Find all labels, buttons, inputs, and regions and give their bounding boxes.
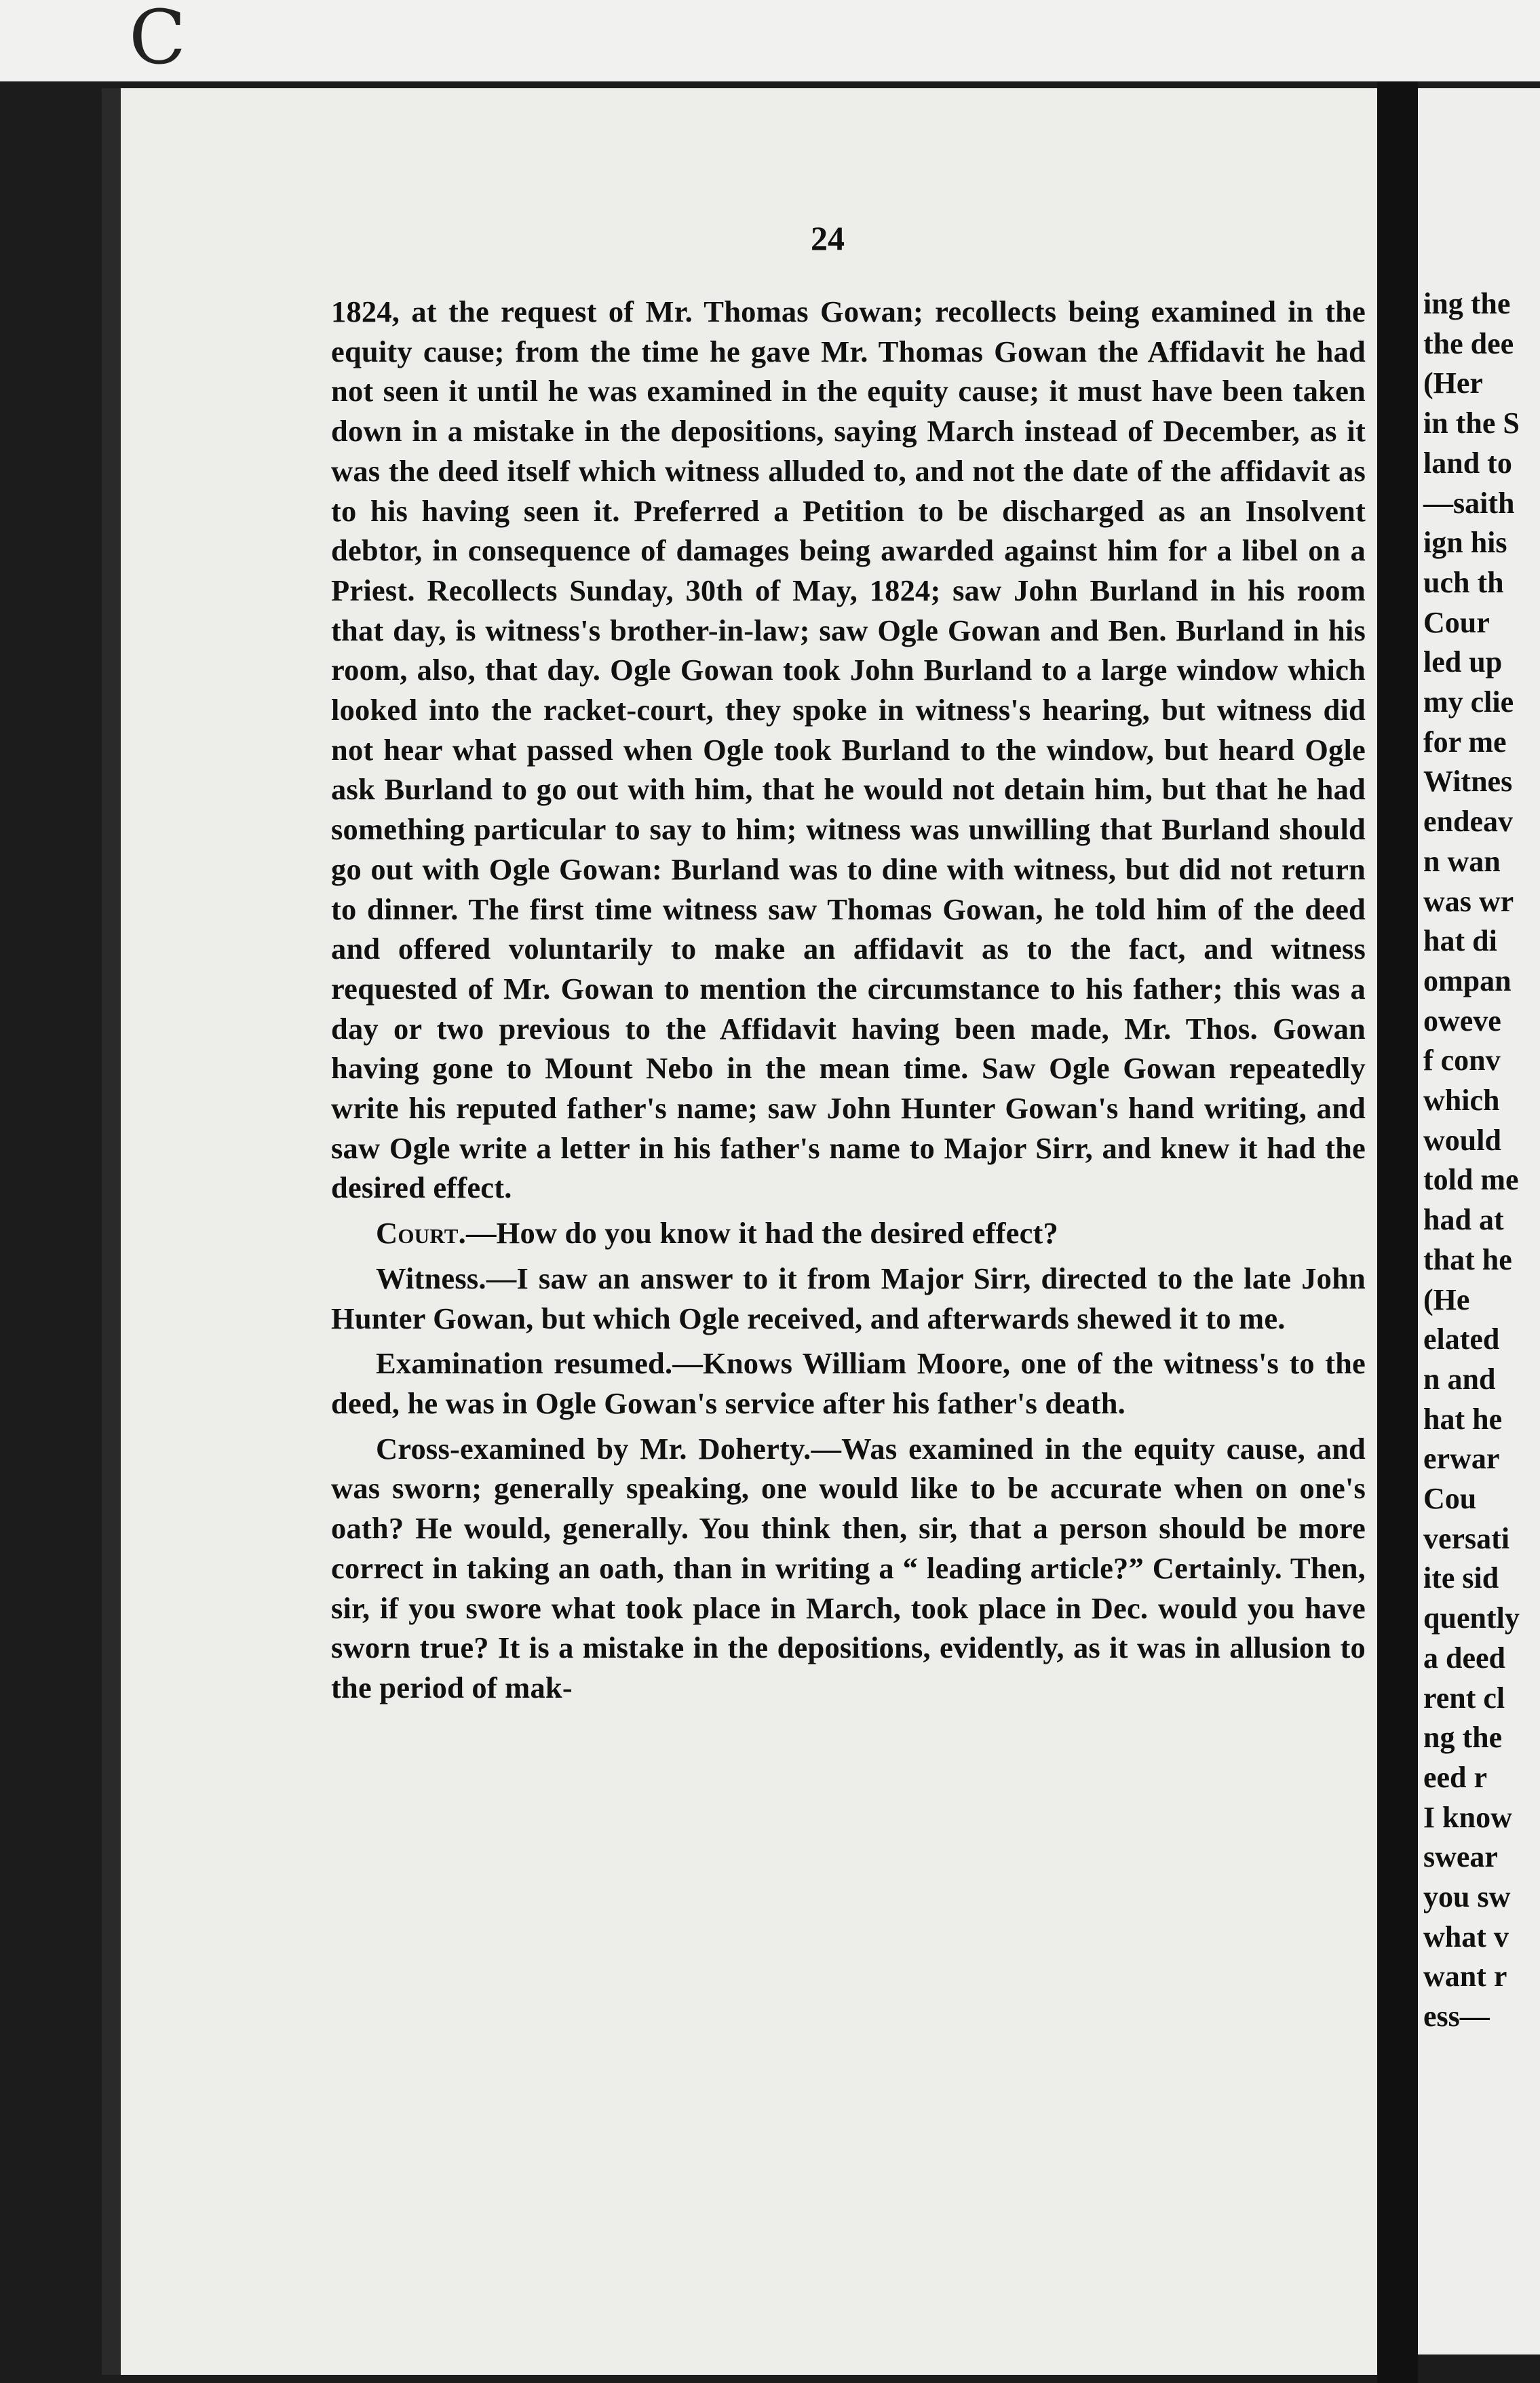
right-page-line: quently [1423,1601,1520,1635]
court-question [331,1213,1366,1253]
court-speaker: Court. [376,1216,466,1251]
right-page-line: in the S [1423,406,1520,440]
top-margin [0,0,1540,81]
court-text: —How do you know it had the desired effect? [465,1216,1059,1251]
right-page-line: swear [1423,1840,1498,1874]
right-page-line: rent cl [1423,1681,1505,1715]
right-page-line: (He [1423,1282,1470,1316]
book-gutter [1377,81,1418,2383]
right-page-line: want r [1423,1960,1507,1994]
right-page-line: the dee [1423,326,1514,360]
right-page-line: ess— [1423,2000,1490,2034]
testimony-paragraph: 1824, at the request of Mr. Thomas Gowan; recollects being examined in the equity cause; from the time he gave Mr. Thomas Gowan the Affidavit he had not seen it until he was examined in the equity cause; it must have been taken down in a mistake in the depositions, saying March instead of December, as it was the deed itself which witness alluded to, and not the date of the affidavit as to his having seen it. Preferred a Petition to be discharged as an Insolvent debtor, in consequence of damages being awarded against him for a libel on a Priest. Recollects Sunday, 30th of May, 1824; saw John Burland in his room that day, is witness's brother-in-law; saw Ogle Gowan and Ben. Burland in his room, also, that day. Ogle Gowan took John Burland to a large window which looked into the racket-court, they spoke in witness's hearing, but witness did not hear what passed when Ogle took Burland to the window, but heard Ogle ask Burland to go out with him, that he would not detain him, but that he had something particular to say to him; witness was unwilling that Burland should go out with Ogle Gowan: Burland was to dine with witness, but did not return to dinner. The first time witness saw Thomas Gowan, he told him of the deed and offered voluntarily to make an affidavit as to the fact, and witness requested of Mr. Gowan to mention the circumstance to his father; this was a day or two previous to the Affidavit having been made, Mr. Thos. Gowan having gone to Mount Nebo in the mean time. Saw Ogle Gowan repeatedly write his reputed father's name; saw John Hunter Gowan's hand writing, and saw Ogle write a letter in his father's name to Major Sirr, and knew it had the desired effect. [331,294,1366,1205]
right-page-line: elated [1423,1322,1500,1356]
witness-text: —I saw an answer to it from Major Sirr, directed to the late John Hunter Gowan, but which Ogle received, and afterwards shewed it to me. [331,1261,1366,1335]
right-page-line: —saith [1423,486,1515,520]
right-page-line: erwar [1423,1442,1500,1476]
right-page-line: my clie [1423,685,1514,719]
margin-pen-mark: C [129,0,187,81]
right-page-line: would [1423,1123,1501,1157]
right-page-line: uch th [1423,565,1504,599]
right-page-line: n wan [1423,844,1501,878]
right-page-line: Witnes [1423,765,1513,799]
right-page-line: a deed [1423,1641,1505,1675]
right-page-line: hat di [1423,924,1497,958]
right-page-line: that he [1423,1242,1512,1276]
witness-speaker: Witness. [376,1261,486,1295]
right-page-line: told me [1423,1163,1519,1197]
right-page-line: eed r [1423,1760,1488,1794]
right-page-line: you sw [1423,1880,1511,1913]
right-page-line: what v [1423,1920,1509,1953]
page-number: 24 [811,219,845,257]
right-page-line: Cou [1423,1482,1477,1515]
right-page-line: for me [1423,725,1507,759]
right-page-line: oweve [1423,1004,1501,1037]
right-page-line: ign his [1423,526,1507,560]
right-page-line: I know [1423,1800,1512,1834]
right-page-line: led up [1423,645,1503,679]
witness-answer [331,1259,1366,1338]
examination-resumed: Examination resumed.—Knows William Moore, one of the witness's to the deed, he was in Ogle Gowan's service after his father's death. [331,1346,1366,1420]
right-page-line: hat he [1423,1402,1503,1436]
right-page-line: which [1423,1084,1500,1117]
body-text [331,292,1366,1708]
right-page-line: f conv [1423,1044,1501,1078]
right-page-line: Cour [1423,605,1490,639]
right-page-line: ing the [1423,287,1511,320]
right-page-line: endeav [1423,805,1513,839]
right-page-line: (Her [1423,366,1483,400]
right-page-line: ng the [1423,1721,1503,1755]
right-page-line: n and [1423,1362,1496,1396]
right-page-line: land to [1423,446,1512,480]
right-page-line: had at [1423,1203,1504,1237]
right-page-line: ompan [1423,964,1512,997]
right-page-line: versati [1423,1521,1510,1555]
right-page-partial [1418,88,1540,2355]
cross-examination: Cross-examined by Mr. Doherty.—Was examined in the equity cause, and was sworn; generally speaking, one would like to be accurate when on one's oath? He would, generally. You think then, sir, that a person should be more correct in taking an oath, than in writing a “ leading article?” Certainly. Then, sir, if you swore what took place in March, took place in Dec. would you have sworn true? It is a mistake in the depositions, evidently, as it was in allusion to the period of mak- [331,1431,1366,1704]
right-page-line: ite sid [1423,1561,1499,1595]
right-page-line: was wr [1423,884,1514,918]
